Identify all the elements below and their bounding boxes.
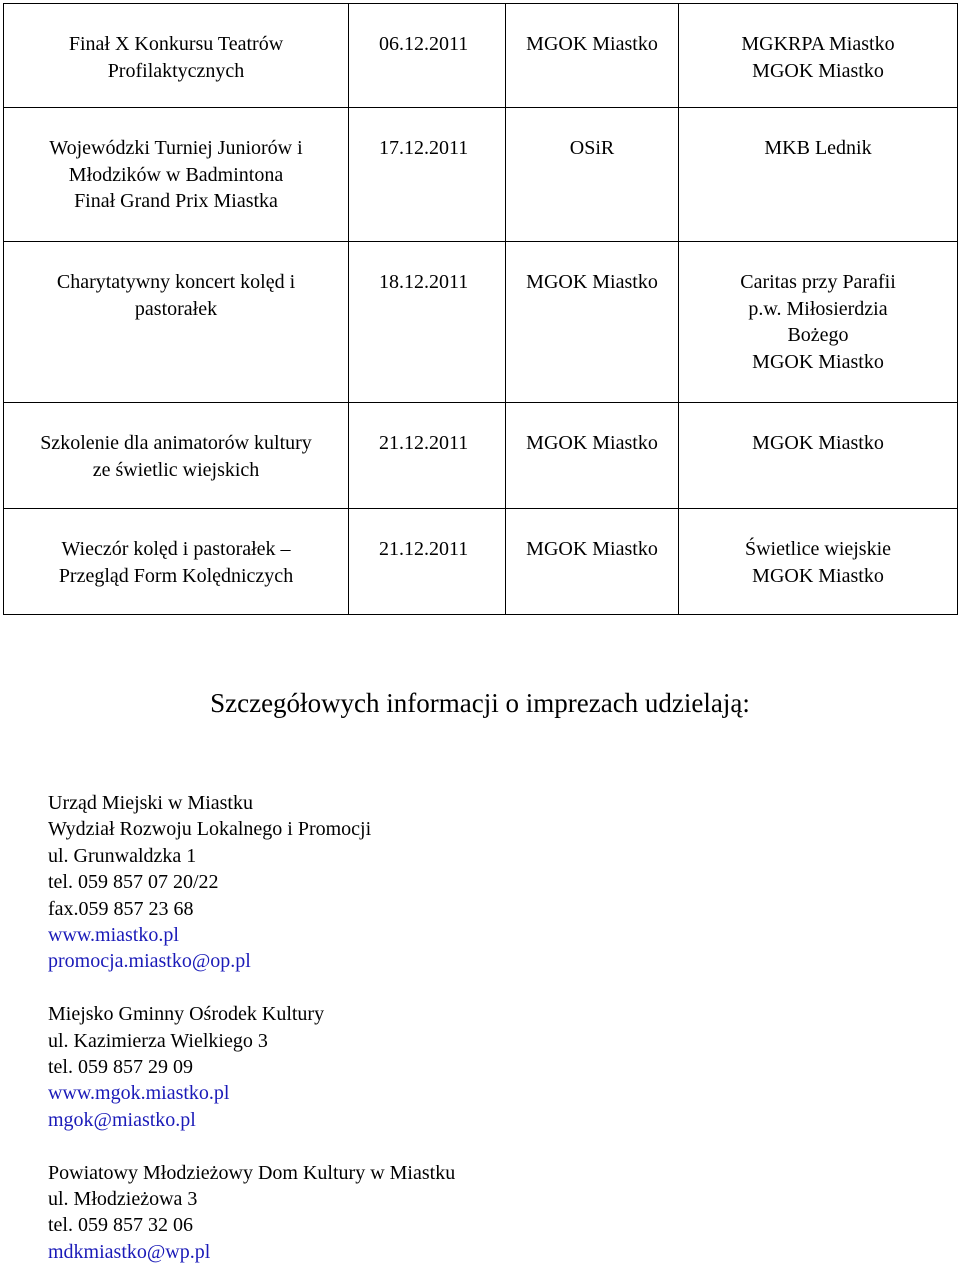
contact-line: Urząd Miejski w Miastku (48, 792, 253, 814)
event-name-line: Finał X Konkursu Teatrów (68, 33, 284, 55)
event-organizer-line: Caritas przy Parafii (740, 271, 896, 293)
event-organizer-line: MGOK Miastko (752, 432, 884, 454)
event-organizer-cell (679, 4, 958, 108)
table-row (4, 4, 958, 108)
table-row (4, 403, 958, 509)
event-organizer-cell (679, 403, 958, 509)
event-place-cell (506, 4, 679, 108)
contact-line: Wydział Rozwoju Lokalnego i Promocji (48, 818, 372, 841)
event-date: 21.12.2011 (379, 432, 469, 454)
event-organizer-cell (679, 108, 958, 242)
event-organizer-line: MGOK Miastko (752, 564, 884, 587)
contact-line: Powiatowy Młodzieżowy Dom Kultury w Miastku (48, 1161, 456, 1184)
event-date-cell (349, 242, 506, 403)
event-place: OSiR (569, 137, 615, 159)
website-link[interactable]: www.miastko.pl (48, 924, 179, 947)
event-name-line: Profilaktycznych (107, 59, 245, 82)
table-row (4, 509, 958, 615)
event-organizer-line: MGOK Miastko (752, 59, 884, 82)
event-date-cell (349, 403, 506, 509)
event-place-cell (506, 108, 679, 242)
contact-line: fax.059 857 23 68 (48, 897, 194, 920)
event-place: MGOK Miastko (526, 538, 658, 560)
contact-line: tel. 059 857 29 09 (48, 1056, 193, 1079)
event-place-cell (506, 242, 679, 403)
contact-line: ul. Kazimierza Wielkiego 3 (48, 1029, 268, 1052)
contact-block-mgok (48, 1001, 455, 1133)
event-organizer-line: MKB Lednik (764, 137, 872, 159)
contacts-section (48, 790, 455, 1265)
info-heading: Szczegółowych informacji o imprezach udzielają: (210, 688, 750, 718)
event-date-cell (349, 509, 506, 615)
event-organizer-line: MGOK Miastko (752, 350, 884, 373)
event-place: MGOK Miastko (526, 271, 658, 293)
event-organizer-line: p.w. Miłosierdzia (748, 297, 888, 320)
event-organizer-cell (679, 509, 958, 615)
event-organizer-line: Bożego (787, 324, 849, 346)
event-name-cell (4, 403, 349, 509)
event-name-line: Wojewódzki Turniej Juniorów i (49, 137, 303, 159)
event-name-line: Szkolenie dla animatorów kultury (40, 432, 312, 454)
event-name-line: Finał Grand Prix Miastka (74, 190, 278, 212)
event-date: 06.12.2011 (379, 33, 469, 55)
event-organizer-line: MGKRPA Miastko (741, 33, 895, 55)
event-organizer-line: Świetlice wiejskie (744, 538, 892, 560)
events-table (3, 3, 958, 615)
website-link[interactable]: www.mgok.miastko.pl (48, 1082, 230, 1105)
event-name-cell (4, 242, 349, 403)
event-name-cell (4, 4, 349, 108)
contact-line: tel. 059 857 32 06 (48, 1214, 193, 1237)
event-organizer-cell (679, 242, 958, 403)
event-name-cell (4, 509, 349, 615)
contact-line: Miejsko Gminny Ośrodek Kultury (48, 1003, 325, 1026)
event-name-line: Charytatywny koncert kolęd i (56, 271, 296, 293)
email-link[interactable]: mdkmiastko@wp.pl (48, 1240, 211, 1263)
event-place-cell (506, 509, 679, 615)
contact-block-pmdk (48, 1160, 455, 1266)
event-place-cell (506, 403, 679, 509)
event-name-line: Wieczór kolęd i pastorałek – (61, 538, 291, 560)
event-place: MGOK Miastko (526, 33, 658, 55)
contact-line: ul. Grunwaldzka 1 (48, 844, 197, 867)
event-date: 17.12.2011 (379, 137, 469, 159)
event-place: MGOK Miastko (526, 432, 658, 454)
event-date-cell (349, 4, 506, 108)
event-name-line: ze świetlic wiejskich (92, 458, 260, 481)
event-date: 21.12.2011 (379, 538, 469, 560)
email-link[interactable]: promocja.miastko@op.pl (48, 950, 251, 973)
event-name-line: pastorałek (134, 297, 218, 320)
contact-line: tel. 059 857 07 20/22 (48, 871, 219, 894)
event-name-line: Przegląd Form Kolędniczych (58, 564, 294, 587)
table-row (4, 108, 958, 242)
contact-block-urzad (48, 790, 455, 975)
email-link[interactable]: mgok@miastko.pl (48, 1108, 196, 1131)
table-row (4, 242, 958, 403)
contact-line: ul. Młodzieżowa 3 (48, 1188, 198, 1211)
event-name-line: Młodzików w Badmintona (68, 163, 284, 186)
event-date-cell (349, 108, 506, 242)
event-date: 18.12.2011 (379, 271, 469, 293)
event-name-cell (4, 108, 349, 242)
